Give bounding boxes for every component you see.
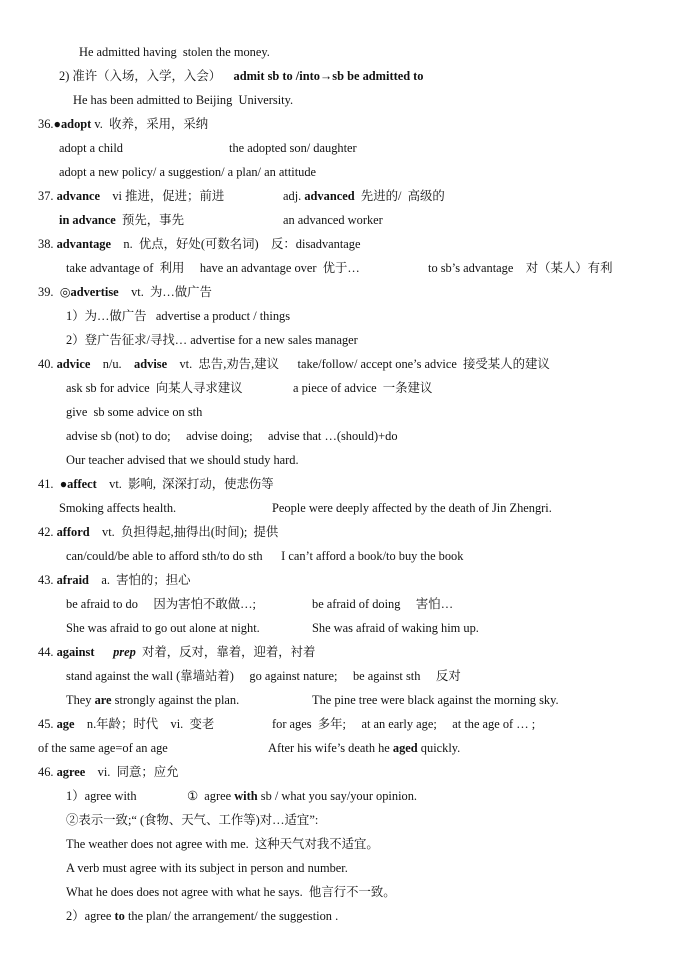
text-line: 1）为…做广告 advertise a product / things [66,309,291,323]
entry-heading: 43. afraid a. 害怕的；担心 [38,573,191,587]
text-line: Our teacher advised that we should study hard. [66,453,299,467]
text-line: The pine tree were black against the morning sky. [312,693,559,707]
text-line: adj. advanced 先进的/ 高级的 [283,189,445,203]
text-line: a piece of advice 一条建议 [293,381,433,395]
text-line: of the same age=of an age [38,741,168,755]
text-line: be afraid of doing 害怕… [312,597,454,611]
text-line: give sb some advice on sth [66,405,203,419]
text-line: ②表示一致;“ (食物、天气、工作等)对…适宜”: [66,813,319,827]
text-line: 2) 准许（入场，入学，入会） admit sb to /into→sb be admitted to [59,69,424,83]
text-line: The weather does not agree with me. 这种天气对我不适宜。 [66,837,379,851]
text-line: 2）agree to the plan/ the arrangement/ the suggestion . [66,909,339,923]
entry-heading: 42. afford vt. 负担得起,抽得出(时间); 提供 [38,525,279,539]
text-line: in advance 预先，事先 [59,213,184,227]
text-line: People were deeply affected by the death of Jin Zhengri. [272,501,552,515]
entry-heading: 44. against prep 对着，反对，靠着，迎着，衬着 [38,645,316,659]
text-line: take advantage of 利用 have an advantage over 优于… [66,261,360,275]
text-line: He admitted having stolen the money. [79,45,270,59]
text-line: ① agree with sb / what you say/your opinion. [187,789,418,803]
text-line: After his wife’s death he aged quickly. [268,741,461,755]
entry-heading: 40. advice n/u. advise vt. 忠告,劝告,建议 take/follow/ accept one’s advice 接受某人的建议 [38,357,550,371]
entry-heading: 46. agree vi. 同意；应允 [38,765,179,779]
text-line: the adopted son/ daughter [229,141,357,155]
text-line: advise sb (not) to do; advise doing; advise that …(should)+do [66,429,398,443]
text-line: He has been admitted to Beijing University. [73,93,294,107]
text-line: be afraid to do 因为害怕不敢做…; [66,597,256,611]
entry-heading: 45. age n.年龄；时代 vi. 变老 [38,717,215,731]
text-line: 2）登广告征求/寻找… advertise for a new sales manager [66,333,358,347]
text-line: for ages 多年; at an early age; at the age of … ; [272,717,536,731]
text-line: Smoking affects health. [59,501,177,515]
text-line: stand against the wall (靠墙站着) go against nature; be against sth 反对 [66,669,461,683]
text-line: A verb must agree with its subject in person and number. [66,861,348,875]
text-line: can/could/be able to afford sth/to do sth I can’t afford a book/to buy the book [66,549,464,563]
text-line: What he does does not agree with what he says. 他言行不一致。 [66,885,396,899]
entry-heading: 38. advantage n. 优点，好处(可数名词) 反：disadvantage [38,237,361,251]
text-line: She was afraid of waking him up. [312,621,479,635]
text-line: ask sb for advice 向某人寻求建议 [66,381,243,395]
entry-heading: 36.●adopt v. 收养，采用，采纳 [38,117,209,131]
entry-heading: 41. ●affect vt. 影响, 深深打动，使悲伤等 [38,477,274,491]
entry-heading: 37. advance vi 推进，促进；前进 [38,189,225,203]
text-line: They are strongly against the plan. [66,693,240,707]
text-line: adopt a new policy/ a suggestion/ a plan/ an attitude [59,165,317,179]
text-line: 1）agree with [66,789,137,803]
text-line: to sb’s advantage 对（某人）有利 [428,261,613,275]
entry-heading: 39. ◎advertise vt. 为…做广告 [38,285,212,299]
text-line: She was afraid to go out alone at night. [66,621,260,635]
text-line: adopt a child [59,141,123,155]
text-line: an advanced worker [283,213,383,227]
